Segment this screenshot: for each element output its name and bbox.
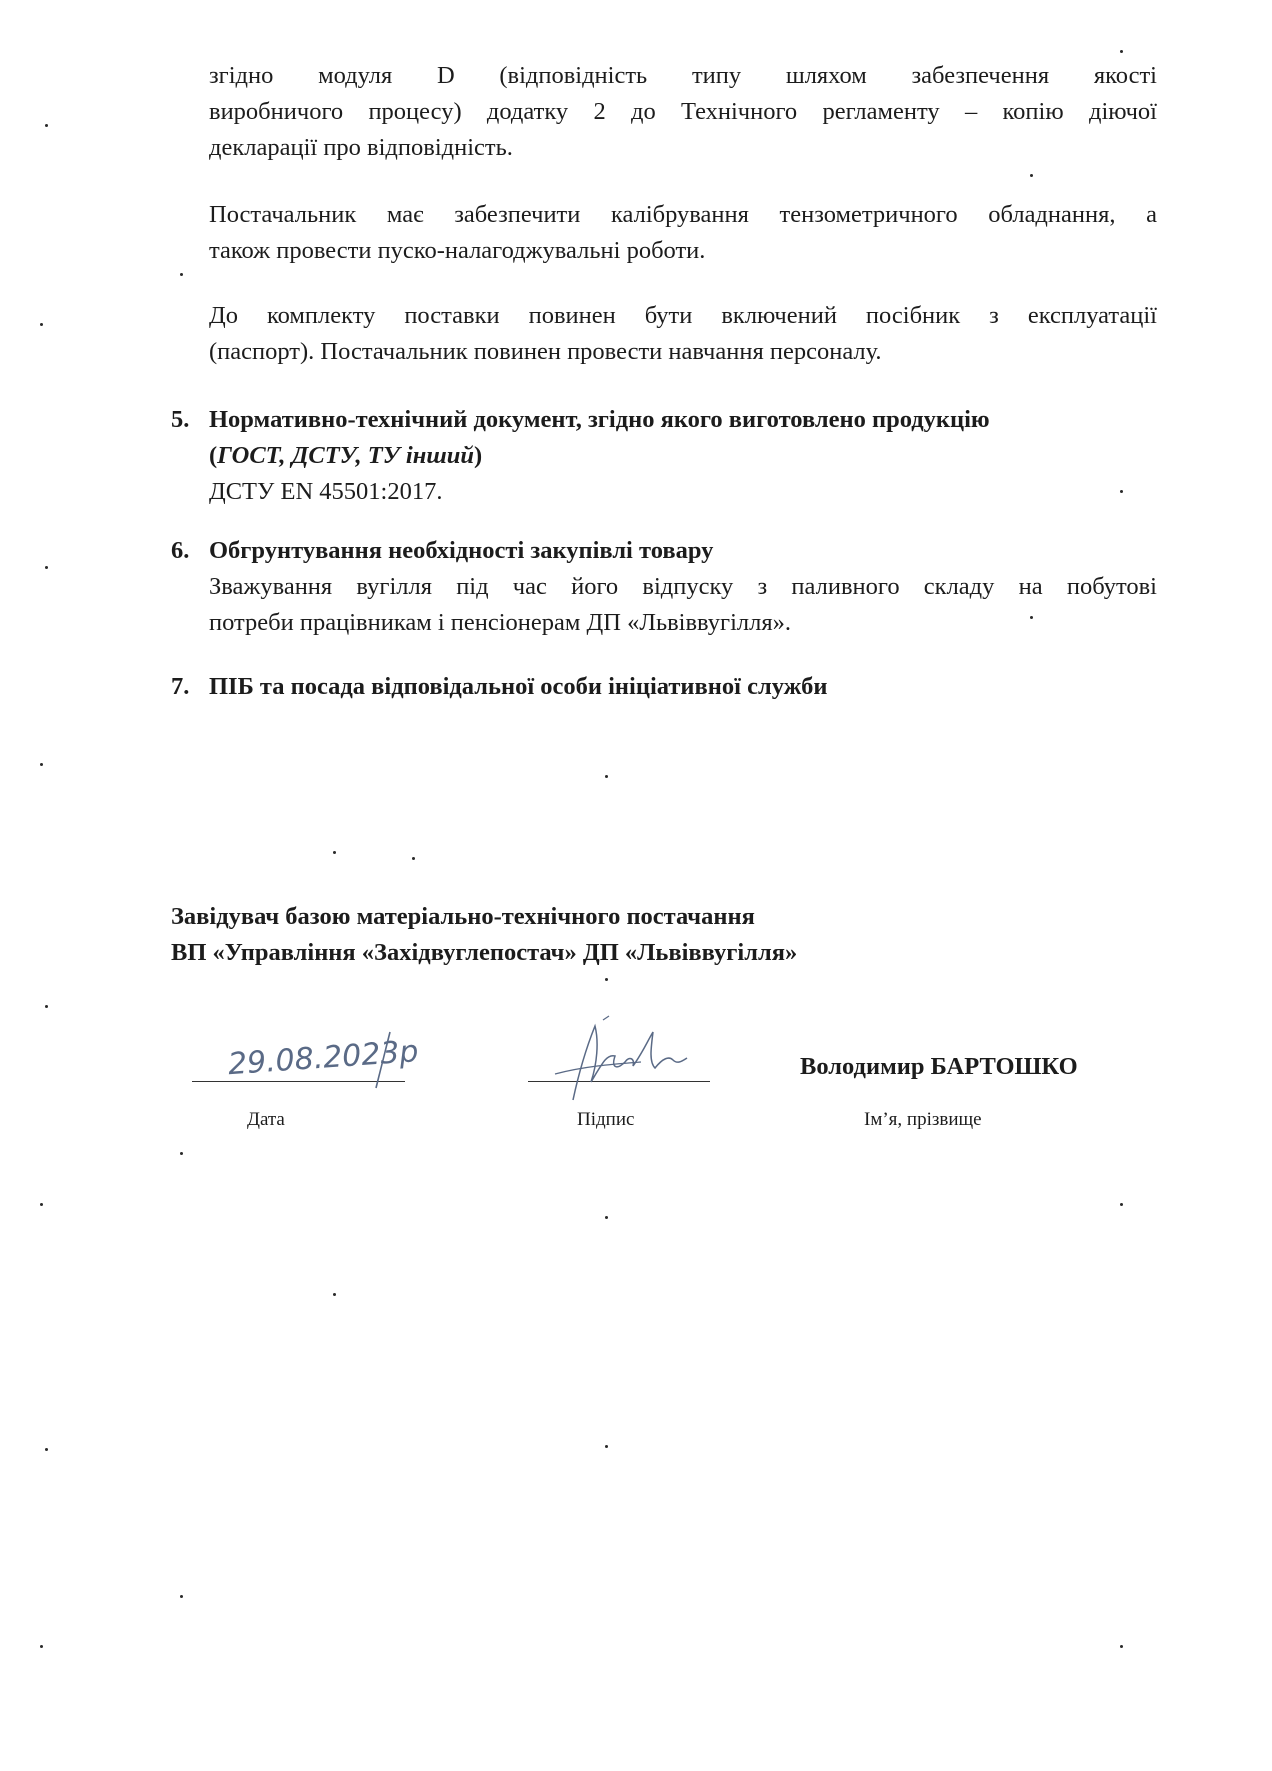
section-6-number: 6. xyxy=(171,537,190,564)
section-6-heading: Обгрунтування необхідності закупівлі товару xyxy=(209,537,714,564)
intro-paragraph xyxy=(209,58,1157,166)
section-5-heading-italic: ГОСТ, ДСТУ, ТУ інший xyxy=(217,442,474,469)
scan-speck xyxy=(1030,616,1033,619)
section-6-body-line-1: Зважування вугілля під час його відпуску з паливного складу на побутові xyxy=(209,573,1157,600)
section-5-heading-line-1: Нормативно-технічний документ, згідно якого виготовлено продукцію xyxy=(209,406,990,433)
scan-speck xyxy=(1120,490,1123,493)
section-5-heading-line-2: (ГОСТ, ДСТУ, ТУ інший) xyxy=(209,442,483,469)
signature-image xyxy=(545,1012,715,1107)
calibration-line-2: також провести пуско-налагоджувальні роботи. xyxy=(209,237,706,264)
section-6-body xyxy=(209,569,1157,641)
scan-speck xyxy=(1120,1203,1123,1206)
section-5-body-line-1: ДСТУ EN 45501:2017. xyxy=(209,478,443,505)
scan-speck xyxy=(333,1293,336,1296)
handwritten-date xyxy=(190,1022,425,1092)
scan-speck xyxy=(1030,174,1033,177)
scan-speck xyxy=(605,1216,608,1219)
intro-line-1: згідно модуля D (відповідність типу шляхом забезпечення якості xyxy=(209,62,1157,89)
scan-speck xyxy=(180,1595,183,1598)
scan-speck xyxy=(605,978,608,981)
name-caption: Ім’я, прізвище xyxy=(864,1109,982,1130)
calibration-paragraph xyxy=(209,197,1157,269)
section-6-body-line-2: потреби працівникам і пенсіонерам ДП «Львіввугілля». xyxy=(209,609,791,636)
scan-speck xyxy=(40,1645,43,1648)
intro-line-2: виробничого процесу) додатку 2 до Технічного регламенту – копію діючої xyxy=(209,98,1157,125)
section-7-heading: ПІБ та посада відповідальної особи ініціативної служби xyxy=(209,673,828,700)
scan-speck xyxy=(333,851,336,854)
scan-speck xyxy=(40,323,43,326)
svg-text:29.08.2023р: 29.08.2023р xyxy=(226,1034,420,1083)
scan-speck xyxy=(180,273,183,276)
scan-speck xyxy=(40,763,43,766)
scan-speck xyxy=(605,1445,608,1448)
scan-speck xyxy=(45,1448,48,1451)
section-5-number: 5. xyxy=(171,406,190,433)
signature-caption: Підпис xyxy=(577,1109,635,1130)
scan-speck xyxy=(45,566,48,569)
kit-line-2: (паспорт). Постачальник повинен провести навчання персоналу. xyxy=(209,338,882,365)
signer-name: Володимир БАРТОШКО xyxy=(800,1053,1078,1080)
calibration-line-1: Постачальник має забезпечити калібрування тензометричного обладнання, а xyxy=(209,201,1157,228)
intro-line-3: декларації про відповідність. xyxy=(209,134,513,161)
position-title: Завідувач базою матеріально-технічного постачання xyxy=(171,903,755,930)
scan-speck xyxy=(605,775,608,778)
organization-name: ВП «Управління «Західвуглепостач» ДП «Львіввугілля» xyxy=(171,939,798,966)
section-5-body xyxy=(209,474,1157,510)
section-5-heading xyxy=(209,402,1169,474)
scan-speck xyxy=(180,1152,183,1155)
scan-speck xyxy=(45,124,48,127)
scan-speck xyxy=(45,1005,48,1008)
date-caption: Дата xyxy=(247,1109,285,1130)
scan-speck xyxy=(412,857,415,860)
kit-paragraph xyxy=(209,298,1157,370)
scan-speck xyxy=(1120,50,1123,53)
scan-speck xyxy=(40,1203,43,1206)
section-7-number: 7. xyxy=(171,673,190,700)
kit-line-1: До комплекту поставки повинен бути включений посібник з експлуатації xyxy=(209,302,1157,329)
scan-speck xyxy=(1120,1645,1123,1648)
